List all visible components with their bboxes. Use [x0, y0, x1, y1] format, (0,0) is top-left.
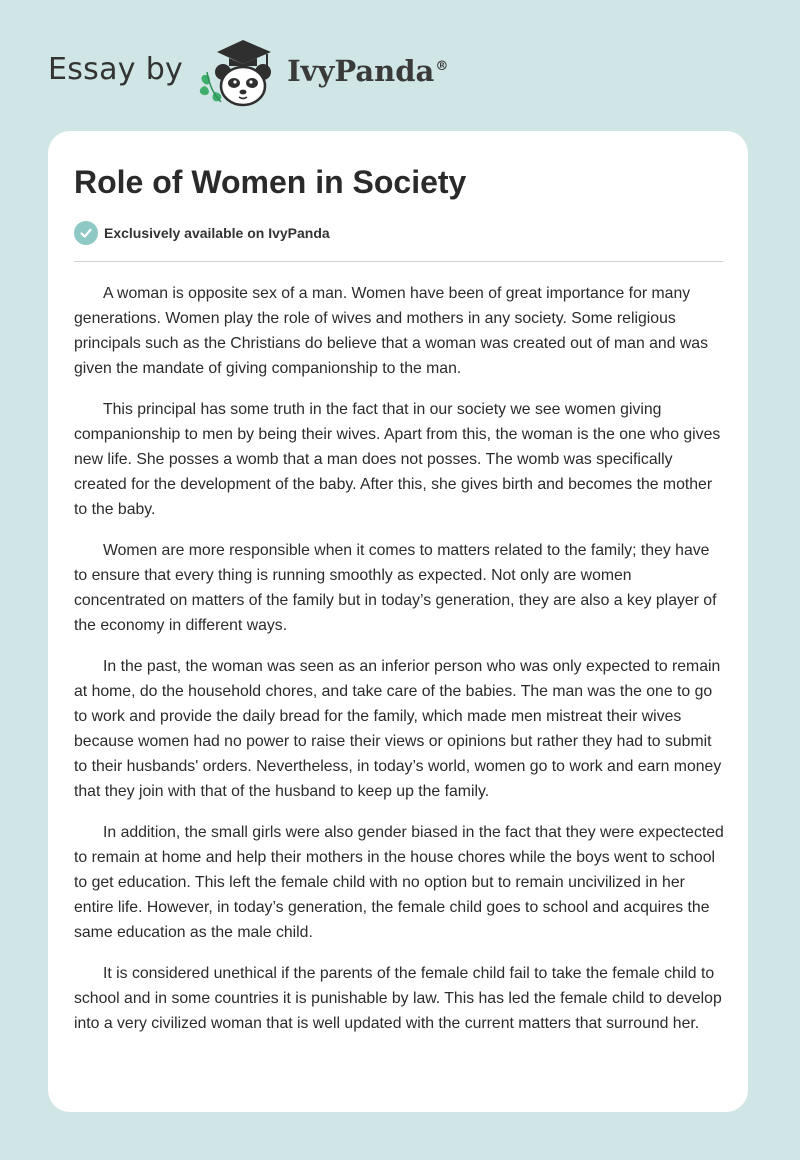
essay-paragraph: This principal has some truth in the fact that in our society we see women giving companionship to men by being their wives. Apart from this, the woman is the one who gives new life. She posses a womb that a man does not posses. The womb was specifically created for the development of the baby. After this, she gives birth and becomes the mother to the baby. [74, 401, 721, 518]
essay-paragraph: A woman is opposite sex of a man. Women have been of great importance for many generations. Women play the role of wives and mothers in any society. Some religious principals such as the Christians do believe that a woman was created out of man and was given the mandate of giving companionship to the man. [74, 285, 708, 377]
exclusive-badge-label: Exclusively available on IvyPanda [104, 225, 330, 241]
brand-name-text: IvyPanda [287, 54, 435, 88]
essay-paragraph: Women are more responsible when it comes to matters related to the family; they have to ensure that every thing is running smoothly as expected. Not only are women concentrated on matters of the family but in today’s generation, they are also a key player of the economy in different ways. [74, 542, 717, 634]
essay-paragraph: It is considered unethical if the parents of the female child fail to take the female child to school and in some countries it is punishable by law. This has led the female child to develop into a very civilized woman that is well updated with the current matters that surround her. [74, 965, 722, 1032]
essay-by-label: Essay by [48, 51, 184, 87]
essay-card [48, 131, 748, 1112]
divider [74, 261, 723, 262]
page-title: Role of Women in Society [74, 164, 467, 200]
essay-paragraph: In the past, the woman was seen as an inferior person who was only expected to remain at home, do the household chores, and take care of the babies. The man was the one to go to work and provide the daily bread for the family, which made men mistreat their wives because women had no power to raise their views or opinions but rather they had to submit to their husbands' orders. Nevertheless, in today’s world, women go to work and earn money that they join with that of the husband to keep up the family. [74, 658, 722, 800]
check-circle-icon [74, 221, 98, 245]
registered-mark: ® [435, 59, 449, 75]
site-header [48, 34, 448, 110]
exclusive-badge [74, 221, 330, 245]
essay-body [74, 281, 724, 1052]
panda-graduate-logo-icon [195, 32, 281, 113]
brand-name [287, 54, 448, 88]
essay-paragraph: In addition, the small girls were also gender biased in the fact that they were expectected to remain at home and help their mothers in the house chores while the boys went to school to get education. This left the female child with no option but to remain uncivilized in her entire life. However, in today’s generation, the female child goes to school and acquires the same education as the male child. [74, 824, 724, 941]
ivypanda-logo-link[interactable] [195, 32, 448, 113]
